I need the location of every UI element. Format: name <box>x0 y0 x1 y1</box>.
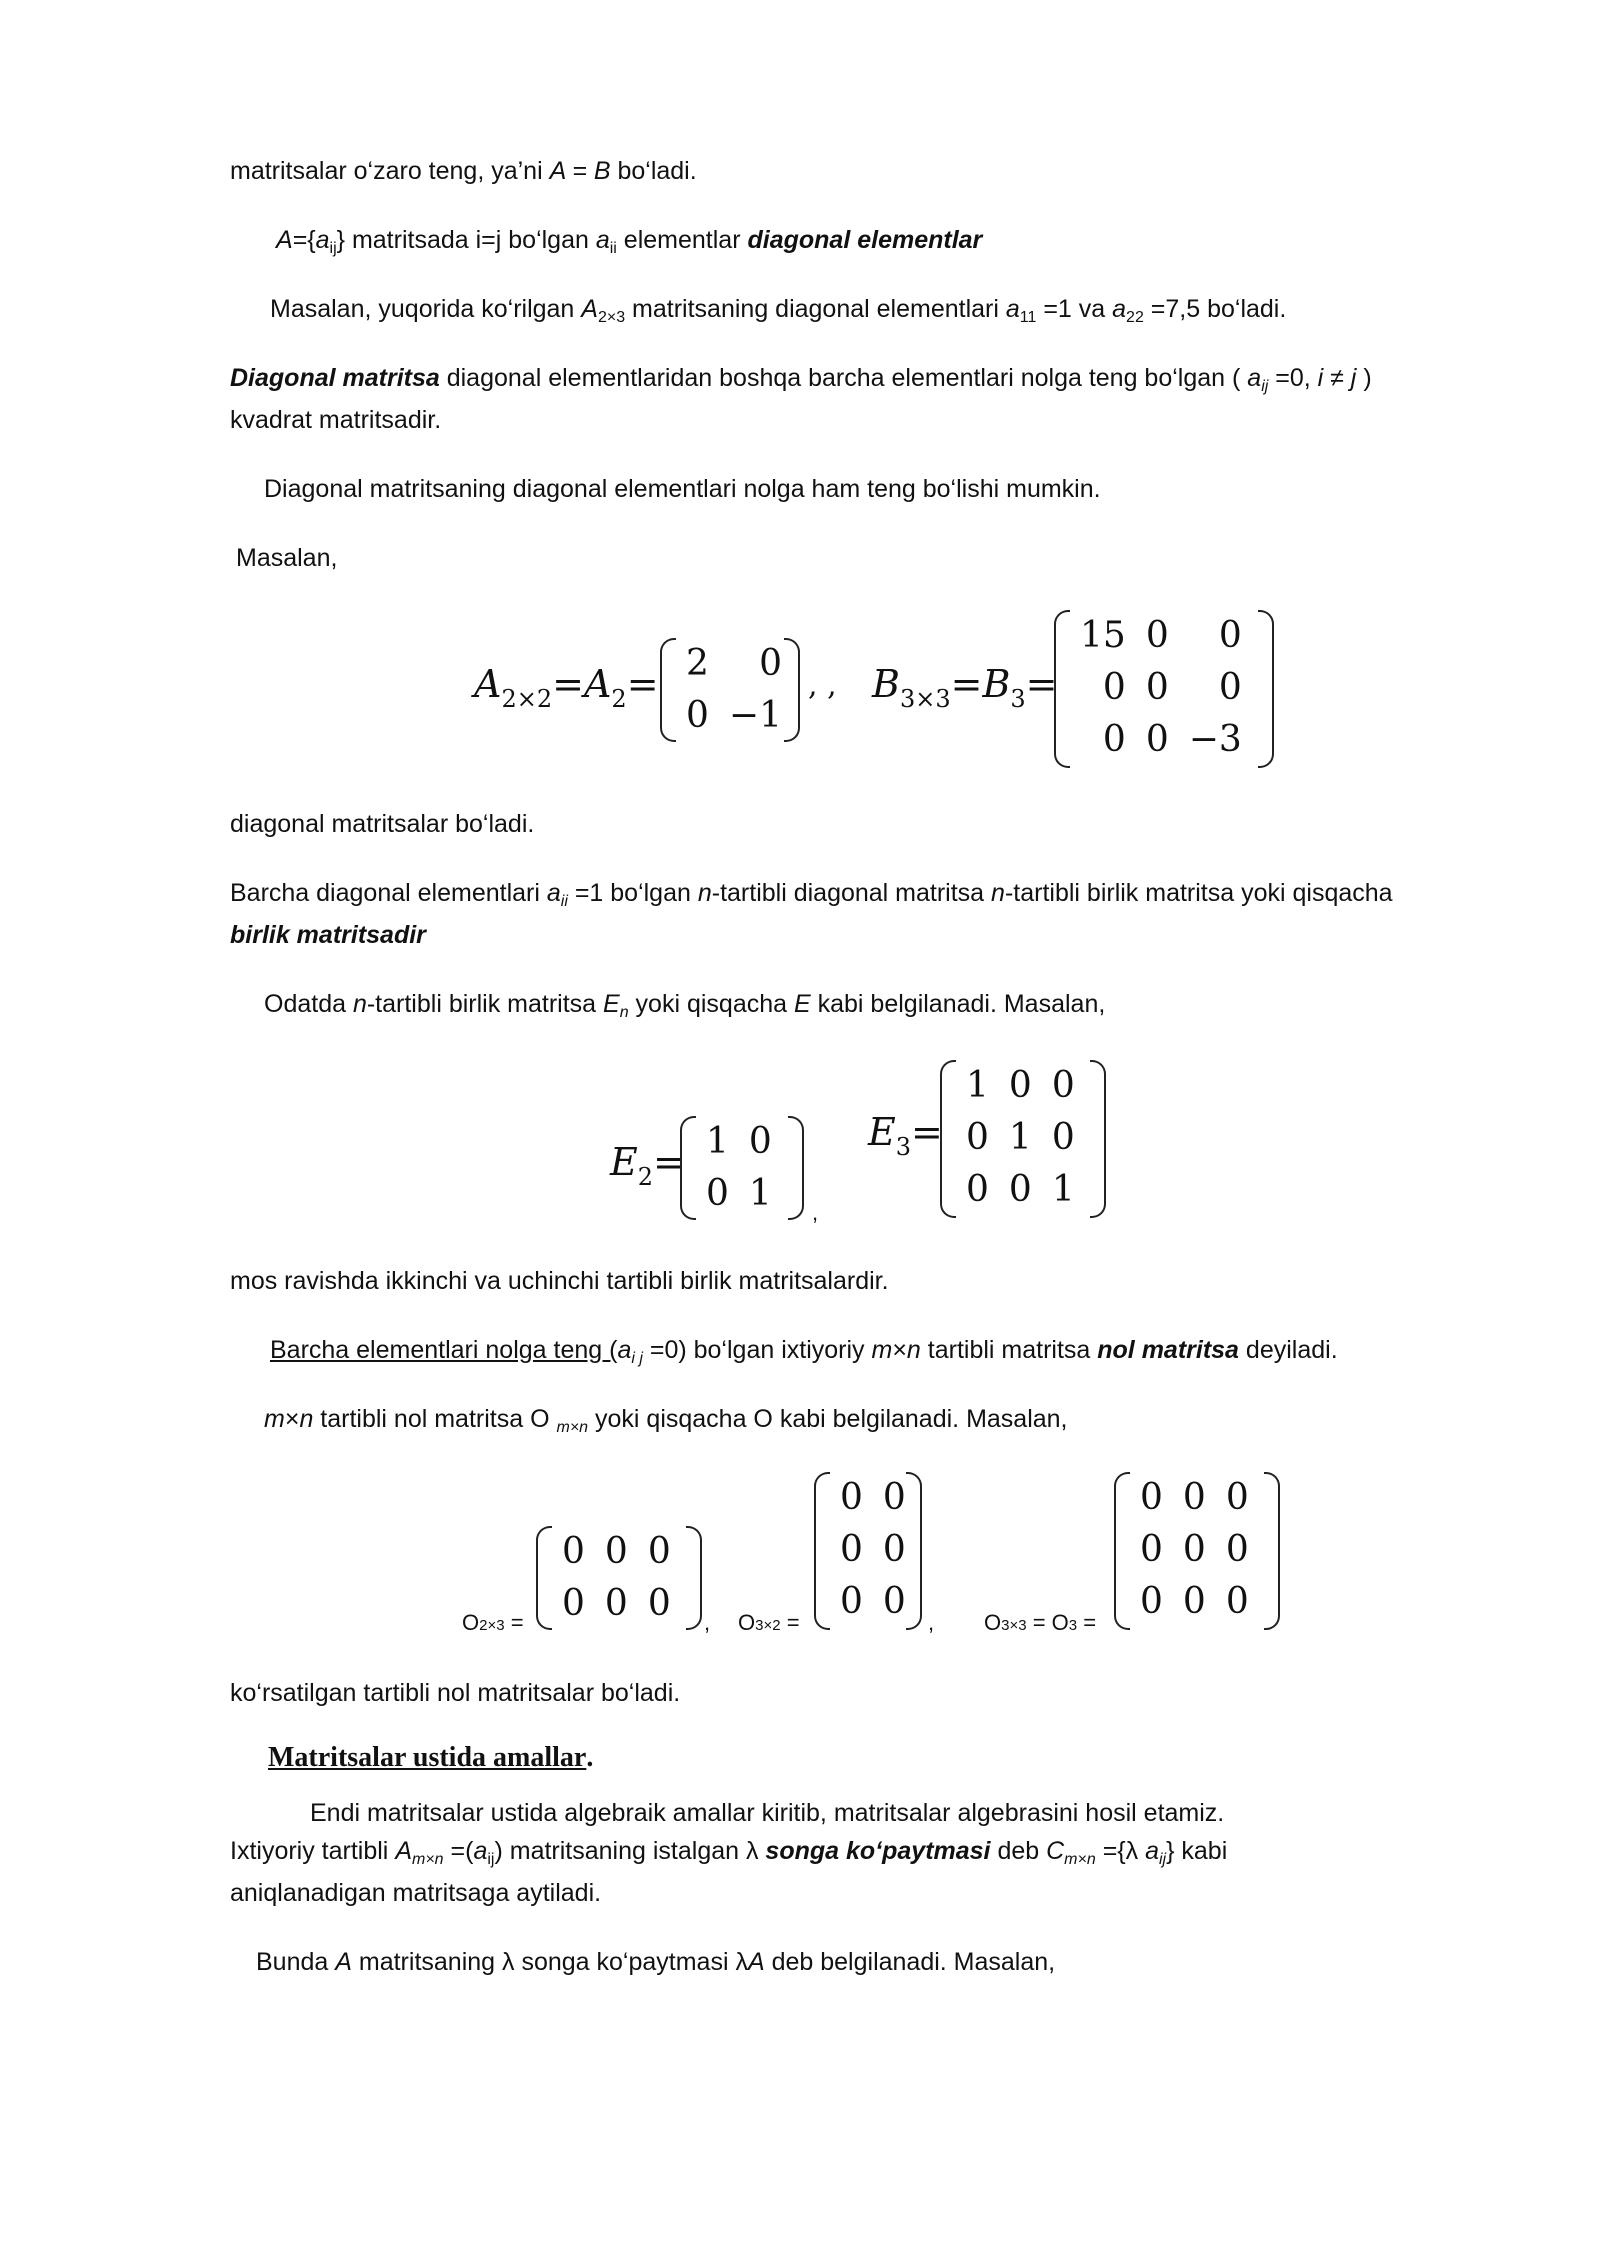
term-bold: birlik matritsadir <box>230 921 426 949</box>
text: deb belgilanadi. Masalan, <box>764 1948 1056 1976</box>
math-symbol: O <box>462 1610 480 1635</box>
math-symbol: O <box>984 1610 1002 1635</box>
text-line-diagonal-matrix-def <box>230 361 1372 404</box>
text: × <box>284 1405 300 1433</box>
math-inline: A <box>581 295 598 323</box>
subscript: ij <box>329 240 337 257</box>
math-inline: E <box>793 990 811 1018</box>
math-inline: a <box>473 1837 488 1865</box>
math-inline: i ≠ j <box>1317 364 1357 392</box>
text: kabi belgilanadi. Masalan, <box>810 990 1106 1018</box>
text-line-example-diagonal <box>270 292 1286 335</box>
heading-period: . <box>586 1742 594 1773</box>
subscript: m×n <box>556 1419 589 1436</box>
matrix-cell: 0 <box>840 1529 863 1570</box>
math-inline: A <box>276 226 293 254</box>
matrix-cell: 0 <box>882 1581 906 1622</box>
bracket-right <box>788 1116 804 1220</box>
bracket-left <box>680 1116 696 1220</box>
text: elementlar <box>616 226 748 254</box>
math-inline: n <box>697 879 712 907</box>
formula-separator: , , <box>808 668 837 703</box>
math-symbol: A <box>474 662 502 706</box>
text: deb <box>990 1837 1047 1865</box>
text: diagonal elementlaridan boshqa barcha elementlari nolga teng bo‘lgan ( <box>439 364 1248 392</box>
text: =( <box>443 1837 474 1865</box>
subscript: m×n <box>412 1851 444 1868</box>
matrix-cell: −1 <box>728 695 782 736</box>
matrix-cell: 0 <box>1218 615 1242 656</box>
equals-sign: = <box>1077 1610 1097 1635</box>
text-line-scalar-product-def <box>230 1834 1495 1877</box>
text: ={λ <box>1095 1837 1146 1865</box>
text-line-zero-notation <box>264 1402 1068 1445</box>
bracket-left <box>536 1526 552 1630</box>
subscript: 3×2 <box>755 1617 781 1634</box>
equals-sign: = <box>626 662 659 706</box>
matrix-grid <box>1070 610 1252 766</box>
bracket-right <box>1264 1472 1280 1630</box>
text: bo‘ladi. <box>610 157 697 185</box>
matrix-cell: 0 <box>966 1117 989 1158</box>
math-inline: a <box>315 226 330 254</box>
matrix-cell: 0 <box>1225 1581 1249 1622</box>
matrix-cell: 0 <box>1182 1529 1206 1570</box>
formula-comma: , <box>812 1200 819 1225</box>
math-inline: E <box>603 990 620 1018</box>
subscript: 11 <box>1019 309 1037 326</box>
text: Odatda <box>264 990 353 1018</box>
text-line-identity-conclusion: mos ravishda ikkinchi va uchinchi tartibli birlik matritsalardir. <box>230 1267 889 1295</box>
math-symbol: E <box>610 1140 638 1184</box>
math-inline: a <box>1112 295 1127 323</box>
matrix-cell: 0 <box>562 1531 585 1572</box>
subscript: 2×2 <box>501 685 553 713</box>
matrix-cell: 0 <box>604 1531 628 1572</box>
text: =0, <box>1268 364 1318 392</box>
formula-comma: , <box>928 1610 935 1635</box>
text: ) matritsaning istalgan λ <box>494 1837 766 1865</box>
matrix-grid <box>676 638 792 742</box>
text: Masalan, yuqorida ko‘rilgan <box>270 295 582 323</box>
subscript: ij <box>1261 378 1269 395</box>
subscript: 3 <box>895 1133 912 1161</box>
formula-O23-label <box>462 1610 524 1636</box>
math-inline: A <box>335 1948 352 1976</box>
heading-text: Matritsalar ustida amallar <box>268 1742 587 1773</box>
equals-sign: = <box>950 662 983 706</box>
matrix-cell: 0 <box>1102 667 1126 708</box>
matrix-cell: 0 <box>686 695 709 736</box>
text: -tartibli birlik matritsa yoki qisqacha <box>1004 879 1393 907</box>
text: matritsaning diagonal elementlari <box>625 295 1006 323</box>
subscript: ii <box>609 240 617 257</box>
subscript: 3 <box>1010 685 1026 713</box>
equals-sign: = <box>552 662 584 706</box>
matrix-cell: 1 <box>706 1121 729 1162</box>
term-bold: songa ko‘paytmasi <box>765 1837 991 1865</box>
matrix-B3 <box>1054 610 1274 768</box>
text-line-scalar-product-cont: aniqlanadigan matritsaga aytiladi. <box>230 1879 602 1907</box>
matrix-cell: 0 <box>562 1583 585 1624</box>
bracket-right <box>1258 610 1274 768</box>
matrix-cell: 1 <box>1051 1169 1075 1210</box>
subscript: 3×3 <box>1001 1617 1027 1634</box>
matrix-grid <box>830 1472 916 1628</box>
matrix-cell: 0 <box>1051 1065 1075 1106</box>
equals-sign: = <box>1025 662 1058 706</box>
text-line-masalan: Masalan, <box>236 544 338 572</box>
math-inline: A <box>747 1948 765 1976</box>
text: matritsaning λ songa ko‘paytmasi λ <box>351 1948 748 1976</box>
text: =7,5 bo‘ladi. <box>1143 295 1287 323</box>
math-inline: n <box>991 879 1005 907</box>
subscript: 3×3 <box>899 685 951 713</box>
bracket-left <box>1114 1472 1130 1630</box>
matrix-grid <box>1130 1472 1259 1628</box>
math-symbol: B <box>872 662 900 706</box>
term-bold: Diagonal matritsa <box>230 364 440 392</box>
matrix-cell: 0 <box>1145 719 1169 760</box>
subscript: 3 <box>1068 1617 1078 1634</box>
text-line-zero-diagonal-note: Diagonal matritsaning diagonal elementlari nolga ham teng bo‘lishi mumkin. <box>264 475 1101 503</box>
math-inline: n <box>906 1336 921 1364</box>
subscript: m×n <box>1064 1851 1096 1868</box>
math-inline: C <box>1046 1837 1065 1865</box>
text-line-kvadrat: kvadrat matritsadir. <box>230 406 442 434</box>
text: =1 va <box>1036 295 1113 323</box>
math-inline: m <box>871 1336 893 1364</box>
bracket-left <box>814 1472 830 1630</box>
text: Barcha diagonal elementlari <box>230 879 547 907</box>
matrix-cell: 1 <box>748 1173 772 1214</box>
matrix-cell: 0 <box>748 1121 772 1162</box>
math-inline: a <box>1247 364 1262 392</box>
matrix-cell: 2 <box>686 643 709 684</box>
matrix-grid <box>552 1526 681 1630</box>
bracket-left <box>940 1060 956 1218</box>
matrix-cell: 0 <box>966 1169 989 1210</box>
matrix-cell: 0 <box>1182 1581 1206 1622</box>
matrix-O32 <box>814 1472 922 1630</box>
matrix-cell: 0 <box>1140 1529 1163 1570</box>
text: Ixtiyoriy tartibli <box>230 1837 396 1865</box>
math-inline: n <box>352 990 367 1018</box>
math-inline: a <box>1005 295 1020 323</box>
text: -tartibli birlik matritsa <box>366 990 604 1018</box>
text: × <box>892 1336 907 1364</box>
text: yoki qisqacha O kabi belgilanadi. Masalan, <box>588 1405 1068 1433</box>
text: tartibli nol matritsa O <box>313 1405 557 1433</box>
matrix-cell: 0 <box>1051 1117 1075 1158</box>
matrix-cell: 0 <box>840 1477 863 1518</box>
text-line-identity-notation <box>264 987 1105 1030</box>
matrix-O33 <box>1114 1472 1280 1630</box>
math-inline: a <box>546 879 561 907</box>
text: =0) bo‘lgan ixtiyoriy <box>642 1336 872 1364</box>
matrix-cell: 0 <box>647 1583 671 1624</box>
math-inline: a <box>595 226 610 254</box>
text-line-identity-def <box>230 876 1393 919</box>
text: tartibli matritsa <box>920 1336 1098 1364</box>
subscript: ii <box>560 893 568 910</box>
math-inline: a <box>617 1336 632 1364</box>
math-symbol: O <box>738 1610 756 1635</box>
equals-sign: = <box>911 1110 943 1154</box>
formula-E2-label <box>610 1140 685 1191</box>
text: =1 bo‘lgan <box>567 879 698 907</box>
matrix-cell: 0 <box>1145 615 1169 656</box>
matrix-cell: 1 <box>966 1065 989 1106</box>
matrix-cell: 1 <box>1008 1117 1032 1158</box>
subscript: n <box>619 1004 629 1021</box>
matrix-cell: 0 <box>882 1477 906 1518</box>
text: ) <box>1356 364 1372 392</box>
matrix-cell: 0 <box>647 1531 671 1572</box>
text-line-zero-conclusion: ko‘rsatilgan tartibli nol matritsalar bo‘ladi. <box>230 1679 681 1707</box>
bracket-left <box>660 638 676 742</box>
matrix-cell: 0 <box>1102 719 1126 760</box>
math-symbol: A <box>583 662 612 706</box>
term-bold: diagonal elementlar <box>747 226 983 254</box>
bracket-right <box>906 1472 922 1630</box>
matrix-cell: 0 <box>1182 1477 1206 1518</box>
bracket-left <box>1054 610 1070 768</box>
matrix-cell: 0 <box>604 1583 628 1624</box>
text-group <box>230 1834 1227 1877</box>
matrix-cell: 0 <box>1140 1581 1163 1622</box>
matrix-E2 <box>680 1116 804 1220</box>
math-symbol: = O <box>1026 1610 1069 1635</box>
text: deyiladi. <box>1238 1336 1338 1364</box>
math-inline: A <box>395 1837 412 1865</box>
subscript: i j <box>631 1350 643 1367</box>
subscript: ij <box>1159 1851 1167 1868</box>
math-symbol: B <box>982 662 1011 706</box>
text-line-diagonal-def <box>276 223 982 266</box>
matrix-cell: 0 <box>1140 1477 1163 1518</box>
matrix-cell: 0 <box>1225 1477 1249 1518</box>
math-inline: a <box>1145 1837 1159 1865</box>
term-bold: nol matritsa <box>1097 1336 1239 1364</box>
math-inline: m <box>264 1405 285 1433</box>
text-line-diagonal-conclusion: diagonal matritsalar bo‘ladi. <box>230 810 535 838</box>
bracket-right <box>686 1526 702 1630</box>
formula-E3-label <box>868 1110 943 1161</box>
text-line-zero-matrix-def <box>270 1333 1338 1376</box>
subscript: 2 <box>637 1163 654 1191</box>
formula-B3x3-label <box>872 662 1058 713</box>
text: } matritsada i=j bo‘lgan <box>336 226 596 254</box>
matrix-cell: 0 <box>1145 667 1169 708</box>
subscript: 2 <box>611 685 627 713</box>
text: } kabi <box>1166 1837 1228 1865</box>
bracket-right <box>784 638 800 742</box>
formula-O33-label <box>984 1610 1096 1636</box>
matrix-cell: 0 <box>1225 1529 1249 1570</box>
text: matritsalar o‘zaro teng, ya’ni <box>230 157 550 185</box>
subscript: 2×3 <box>597 309 626 326</box>
equals-sign: = <box>504 1610 524 1635</box>
matrix-A2 <box>660 638 800 742</box>
text: Barcha elementlari nolga teng ( <box>270 1336 618 1364</box>
equals-sign: = <box>780 1610 800 1635</box>
subscript: ij <box>487 1851 495 1868</box>
text: ={ <box>292 226 316 254</box>
equals-sign: = <box>653 1140 685 1184</box>
formula-A2x2-label <box>474 662 659 713</box>
section-heading <box>268 1742 593 1774</box>
matrix-cell: 0 <box>840 1581 863 1622</box>
matrix-grid <box>956 1060 1085 1216</box>
bracket-right <box>1090 1060 1106 1218</box>
subscript: 22 <box>1126 309 1144 326</box>
matrix-cell: −3 <box>1188 719 1242 760</box>
text-line-algebra-intro: Endi matritsalar ustida algebraik amallar kiritib, matritsalar algebrasini hosil etamiz. <box>310 1799 1225 1827</box>
matrix-grid <box>696 1116 782 1220</box>
matrix-cell: 0 <box>1008 1065 1032 1106</box>
text: Bunda <box>256 1948 336 1976</box>
text: -tartibli diagonal matritsa <box>711 879 992 907</box>
matrix-cell: 0 <box>706 1173 729 1214</box>
matrix-cell: 15 <box>1080 615 1126 656</box>
matrix-cell: 0 <box>1218 667 1242 708</box>
matrix-cell: 0 <box>759 643 782 684</box>
text-line-lambda-notation <box>256 1945 1055 1979</box>
matrix-cell: 0 <box>882 1529 906 1570</box>
formula-O32-label <box>738 1610 800 1636</box>
formula-comma: , <box>704 1610 711 1635</box>
text: yoki qisqacha <box>628 990 794 1018</box>
math-inline: A = B <box>549 157 611 185</box>
matrix-O23 <box>536 1526 702 1630</box>
text-line-equal-matrices <box>230 154 697 188</box>
matrix-E3 <box>940 1060 1106 1218</box>
matrix-cell: 0 <box>1008 1169 1032 1210</box>
math-symbol: E <box>868 1110 896 1154</box>
subscript: 2×3 <box>479 1617 505 1634</box>
math-inline: n <box>299 1405 314 1433</box>
